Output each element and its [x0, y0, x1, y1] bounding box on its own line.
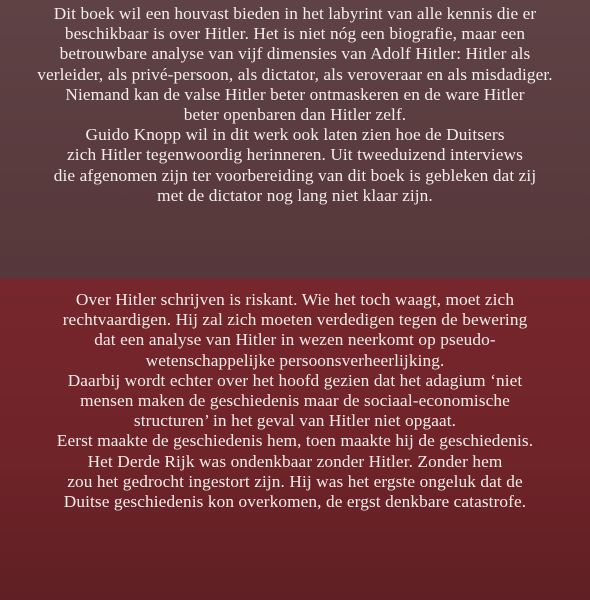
text-line: met de dictator nog lang niet klaar zijn.	[157, 185, 433, 205]
text-line: Over Hitler schrijven is riskant. Wie het toch waagt, moet zich	[75, 290, 515, 309]
text-line: die afgenomen zijn ter voorbereiding van dit boek is gebleken dat zij	[53, 165, 537, 185]
text-line: Eerst maakte de geschiedenis hem, toen maakte hij de geschiedenis.	[56, 431, 534, 451]
text-line: mensen maken de geschiedenis maar de sociaal-economische	[80, 391, 510, 411]
text-line: beter openbaren dan Hitler zelf.	[183, 105, 407, 125]
text-line: Daarbij wordt echter over het hoofd gezien dat het adagium ‘niet	[67, 370, 523, 390]
text-line: dat een analyse van Hitler in wezen neerkomt op pseudo-	[94, 330, 496, 350]
text-line: beschikbaar is over Hitler. Het is niet nóg een biografie, maar een	[64, 24, 526, 44]
top-description-text	[0, 4, 590, 206]
text-line: Het Derde Rijk was ondenkbaar zonder Hitler. Zonder hem	[87, 451, 503, 471]
text-line: wetenschappelijke persoonsverheerlijking.	[145, 350, 445, 370]
text-line: Niemand kan de valse Hitler beter ontmaskeren en de ware Hitler	[65, 84, 525, 104]
text-line: rechtvaardigen. Hij zal zich moeten verdedigen tegen de bewering	[62, 310, 528, 330]
text-line: Duitse geschiedenis kon overkomen, de ergst denkbare catastrofe.	[63, 492, 527, 512]
text-line: structuren’ in het geval van Hitler niet opgaat.	[133, 411, 457, 431]
text-line: Dit boek wil een houvast bieden in het labyrint van alle kennis die er	[53, 4, 537, 23]
bottom-description-text	[0, 290, 590, 512]
text-line: Guido Knopp wil in dit werk ook laten zien hoe de Duitsers	[85, 125, 505, 145]
text-line: betrouwbare analyse van vijf dimensies van Adolf Hitler: Hitler als	[59, 44, 531, 64]
text-line: zou het gedrocht ingestort zijn. Hij was het ergste ongeluk dat de	[67, 471, 523, 491]
text-line: verleider, als privé-persoon, als dictator, als veroveraar en als misdadiger.	[37, 64, 553, 84]
text-line: zich Hitler tegenwoordig herinneren. Uit tweeduizend interviews	[67, 145, 523, 165]
